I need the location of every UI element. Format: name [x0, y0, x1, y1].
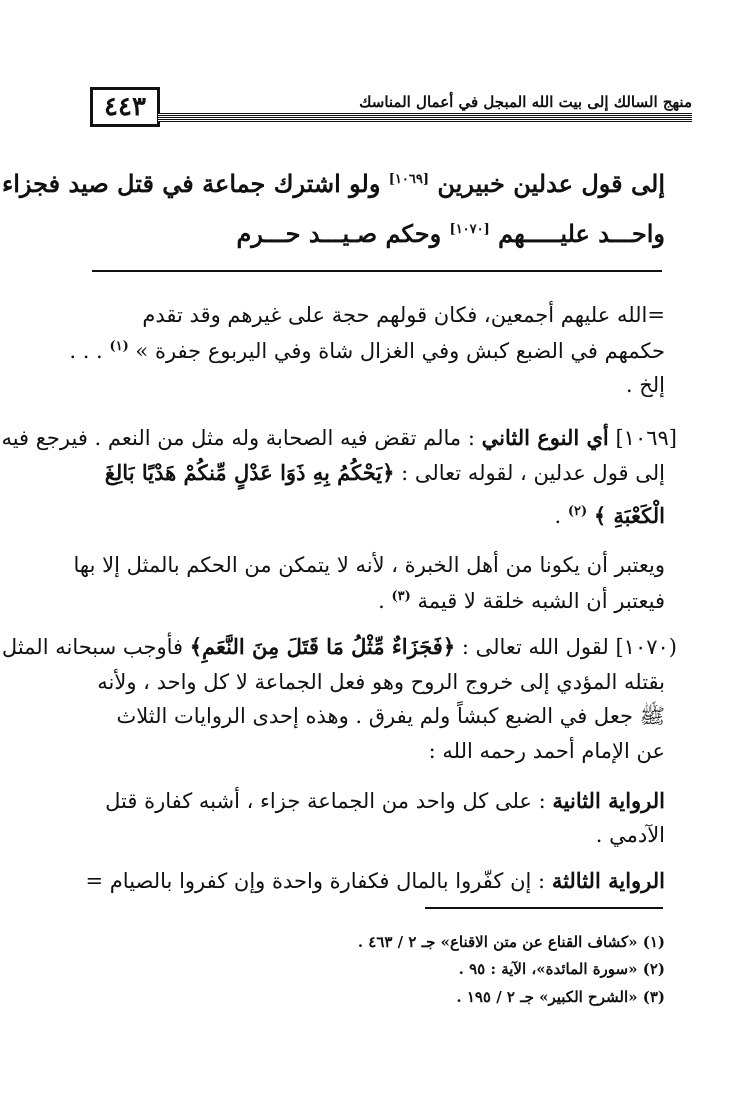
- page-number: ٤٤٣: [90, 87, 160, 127]
- page-header: [80, 85, 692, 127]
- commentary-line: [429, 741, 665, 762]
- text-segment: ويعتبر أن يكونا من أهل الخبرة ، لأنه لا يتمكن من الحكم بالمثل إلا بها: [73, 553, 665, 577]
- text-segment: فيعتبر أن الشبه خلقة لا قيمة: [417, 589, 665, 613]
- text-segment: وحكم صـيـــد حـــرم: [236, 219, 442, 248]
- note-reference: [١٠٦٩]: [388, 172, 430, 187]
- commentary-line: [105, 790, 665, 812]
- text-segment: : على كل واحد من الجماعة جزاء ، أشبه كفارة قتل: [105, 789, 546, 813]
- text-segment: عن الإمام أحمد رحمه الله :: [428, 739, 665, 763]
- commentary-line: [69, 340, 665, 362]
- commentary-line: [378, 590, 665, 612]
- text-segment: فأوجب سبحانه المثل: [1, 635, 184, 659]
- text-segment: واحـــد عليـــــهم: [498, 219, 665, 248]
- header-rule: [158, 113, 692, 122]
- narration-label: الرواية الثالثة: [551, 868, 665, 893]
- commentary-line: [626, 375, 665, 396]
- commentary-line: [1, 427, 677, 449]
- commentary-line: [116, 706, 665, 727]
- commentary-line: [2, 636, 677, 658]
- text-segment: إلى قول عدلين خبيرين: [437, 169, 665, 198]
- footnote: (٢) «سورة المائدة»، الآية : ٩٥ .: [458, 960, 665, 978]
- footnote: (٣) «الشرح الكبير» جـ ٢ / ١٩٥ .: [456, 988, 665, 1006]
- text-segment: إلخ .: [625, 373, 665, 397]
- text-segment: =الله عليهم أجمعين، فكان قولهم حجة على غيرهم وقد تقدم: [142, 303, 665, 327]
- section-divider: [92, 270, 662, 272]
- text-segment: لقول الله تعالى :: [461, 635, 609, 659]
- commentary-line: [142, 305, 665, 326]
- main-text-line: [1, 169, 665, 198]
- text-segment: حكمهم في الضبع كبش وفي الغزال شاة وفي اليربوع جفرة »: [135, 339, 665, 363]
- text-segment: الآدمي .: [595, 823, 665, 847]
- note-reference: [١٠٧٠]: [449, 222, 490, 237]
- text-segment: ﷺ جعل في الضبع كبشاً ولم يفرق . وهذه إحدى الروايات الثلاث: [116, 704, 665, 728]
- narration-label: الرواية الثانية: [552, 788, 665, 813]
- commentary-line: [97, 672, 665, 693]
- commentary-line: [105, 462, 665, 484]
- text-segment: ولو اشترك جماعة في قتل صيد فجزاء: [1, 169, 381, 198]
- text-segment: : مالم تقض فيه الصحابة وله مثل من النعم . فيرجع فيه: [1, 426, 475, 450]
- commentary-line: [86, 870, 665, 892]
- commentary-line: [554, 505, 665, 527]
- text-segment: .: [554, 504, 562, 528]
- footnote-divider: [425, 907, 663, 909]
- text-segment: بقتله المؤدي إلى خروج الروح وهو فعل الجماعة لا كل واحد ، ولأنه: [97, 670, 665, 694]
- text-segment: : إن كفّروا بالمال فكفارة واحدة وإن كفروا بالصيام =: [85, 869, 546, 893]
- commentary-line: [74, 555, 665, 576]
- note-number: [١٠٦٩]: [615, 426, 677, 450]
- footnote-reference: (٢): [567, 504, 588, 519]
- text-segment: إلى قول عدلين ، لقوله تعالى :: [401, 461, 665, 485]
- text-segment: . . .: [69, 339, 103, 363]
- quran-quote: الْكَعْبَةِ ﴾: [593, 503, 665, 528]
- main-text-line: [236, 219, 665, 248]
- footnote-reference: (١): [109, 339, 129, 354]
- text-segment: .: [378, 589, 385, 613]
- quran-quote: ﴿يَحْكُمُ بِهِ ذَوَا عَدْلٍ مِّنكُمْ هَدْيًا بَالِغَ: [104, 460, 395, 485]
- footnote-reference: (٣): [391, 589, 411, 604]
- footnote: (١) «كشاف القناع عن متن الاقناع» جـ ٢ / ٤٦٣ .: [357, 933, 665, 951]
- note-number: (١٠٧٠]: [615, 635, 677, 659]
- commentary-line: [596, 825, 665, 846]
- quran-quote: ﴿فَجَزَاءٌ مِّثْلُ مَا قَتَلَ مِنَ النَّعَمِ﴾: [189, 634, 456, 659]
- note-label: أي النوع الثاني: [481, 425, 609, 450]
- running-title: منهج السالك إلى بيت الله المبجل في أعمال المناسك: [359, 93, 692, 111]
